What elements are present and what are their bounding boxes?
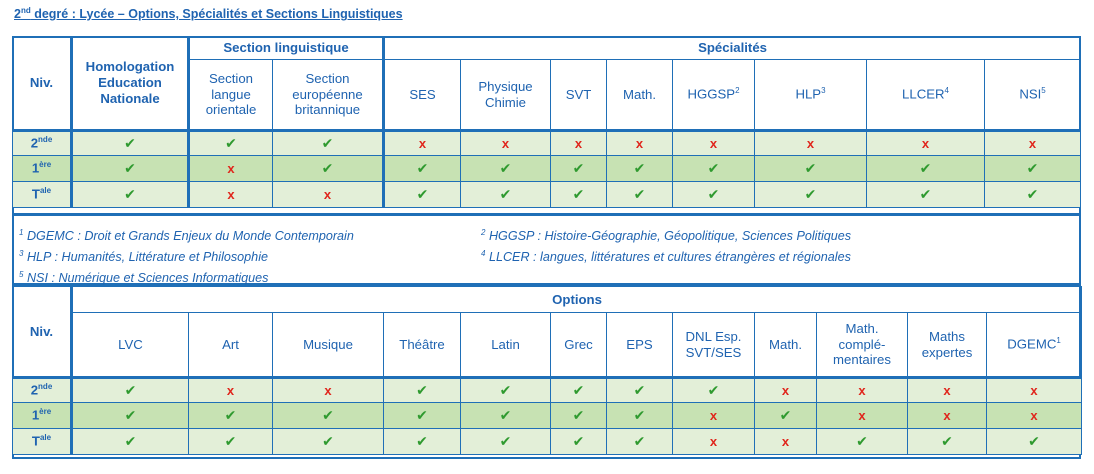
check-icon-cell [384,429,461,455]
cross-icon: x [943,382,951,398]
check-icon: ✔ [322,407,334,424]
check-icon: ✔ [499,407,512,424]
column-header: Math. [755,313,817,378]
cross-icon-cell [755,429,817,455]
check-icon: ✔ [804,186,817,203]
cross-icon: x [921,135,930,151]
column-header: Grec [551,313,607,378]
check-icon-cell [755,182,867,208]
cross-icon-cell [673,131,755,156]
cross-icon: x [227,186,235,202]
check-icon-cell [987,429,1082,455]
cross-icon-cell [755,131,867,156]
cross-icon: x [226,382,235,398]
column-header: Maths expertes [908,313,987,378]
footnotes [12,213,1081,286]
check-icon: ✔ [572,433,585,450]
check-icon-cell [607,156,673,182]
column-header: Math. [607,60,673,131]
check-icon-cell [551,378,607,403]
cross-icon: x [418,135,427,151]
column-header: LVC [72,313,189,378]
check-icon-cell [72,378,189,403]
check-icon: ✔ [572,407,585,424]
check-icon-cell [72,182,189,208]
cross-icon: x [1028,135,1037,151]
options-table [12,286,1082,455]
footnote: $^1$ DGEMC : Droit et Grands Enjeux du Monde Contemporain [19,228,354,244]
check-icon-cell [189,403,273,429]
check-icon: ✔ [1026,186,1039,203]
cross-icon-cell [908,403,987,429]
cross-icon-cell [189,182,273,208]
check-icon-cell [273,131,384,156]
cross-icon: x [227,160,235,176]
check-icon-cell [673,182,755,208]
table-row [13,156,1081,182]
level-label: 1ère [13,156,72,182]
column-header: DGEMC$^1$ [987,313,1082,378]
check-icon-cell [985,182,1081,208]
check-icon: ✔ [633,433,646,450]
check-icon: ✔ [416,186,429,203]
check-icon-cell [607,378,673,403]
cross-icon: x [501,135,510,151]
check-icon: ✔ [1028,433,1040,450]
check-icon-cell [273,403,384,429]
cross-icon-cell [384,131,461,156]
check-icon: ✔ [804,160,817,177]
column-header: SES [384,60,461,131]
table-row [13,378,1082,403]
homologation-header: Homologation Education Nationale [72,37,189,131]
cross-icon: x [635,135,644,151]
cross-icon: x [709,433,718,449]
footnote: $^2$ HGGSP : Histoire-Géographie, Géopolitique, Sciences Politiques [481,228,852,244]
level-label: 1ère [13,403,72,429]
level-label: 2nde [13,378,72,403]
column-header: DNL Esp. SVT/SES [673,313,755,378]
check-icon-cell [189,429,273,455]
page-title: 2nd degré : Lycée – Options, Spécialités et Sections Linguistiques [14,6,403,22]
check-icon-cell [607,182,673,208]
check-icon-cell [607,429,673,455]
cross-icon-cell [985,131,1081,156]
check-icon-cell [551,156,607,182]
check-icon: ✔ [633,382,646,399]
specialites-table [12,36,1081,208]
check-icon-cell [384,378,461,403]
cross-icon: x [781,382,790,398]
footnote: $^4$ LLCER : langues, littératures et cultures étrangères et régionales [481,249,851,265]
check-icon: ✔ [572,186,585,203]
check-icon: ✔ [572,160,585,177]
cross-icon-cell [607,131,673,156]
column-header: Musique [273,313,384,378]
cross-icon-cell [273,182,384,208]
column-header: Théâtre [384,313,461,378]
column-header: Physique Chimie [461,60,551,131]
check-icon: ✔ [1026,160,1039,177]
check-icon: ✔ [124,135,136,152]
column-header: LLCER$^4$ [867,60,985,131]
cross-icon-cell [461,131,551,156]
column-header: SVT [551,60,607,131]
column-header: NSI$^5$ [985,60,1081,131]
check-icon: ✔ [707,160,720,177]
niv-header: Niv. [13,287,72,378]
cross-icon: x [806,135,815,151]
check-icon-cell [755,156,867,182]
check-icon-cell [273,156,384,182]
check-icon-cell [673,378,755,403]
check-icon: ✔ [124,407,137,424]
cross-icon-cell [189,378,273,403]
column-header: EPS [607,313,673,378]
cross-icon: x [709,135,718,151]
check-icon: ✔ [499,160,512,177]
check-icon-cell [384,182,461,208]
column-header: Section langue orientale [189,60,273,131]
check-icon-cell [72,131,189,156]
check-icon: ✔ [321,160,334,177]
cross-icon-cell [817,403,908,429]
check-icon: ✔ [919,160,932,177]
level-label: $T^{ale}$ [13,429,72,455]
niv-header: Niv. [13,37,72,131]
check-icon: ✔ [224,407,237,424]
cross-icon-cell [673,429,755,455]
check-icon: ✔ [321,135,334,152]
check-icon-cell [817,429,908,455]
cross-icon: x [858,407,866,423]
column-header: HGGSP$^2$ [673,60,755,131]
cross-icon-cell [551,131,607,156]
check-icon: ✔ [124,433,137,450]
cross-icon: x [858,382,866,398]
check-icon: ✔ [919,186,932,203]
column-header: Latin [461,313,551,378]
cross-icon-cell [908,378,987,403]
table-row [13,131,1081,156]
section-linguistique-header: Section linguistique [189,37,384,60]
cross-icon: x [323,186,332,202]
check-icon: ✔ [124,382,137,399]
table-row [13,182,1081,208]
cross-icon-cell [189,156,273,182]
check-icon-cell [867,182,985,208]
check-icon-cell [72,429,189,455]
check-icon-cell [384,403,461,429]
check-icon-cell [461,429,551,455]
column-header: Art [189,313,273,378]
cross-icon: x [943,407,951,423]
table-row [13,403,1082,429]
check-icon: ✔ [416,160,429,177]
column-header: Section européenne britannique [273,60,384,131]
cross-icon-cell [273,378,384,403]
cross-icon: x [781,433,790,449]
check-icon: ✔ [633,407,646,424]
check-icon-cell [273,429,384,455]
check-icon-cell [985,156,1081,182]
column-header: Math. complé- mentaires [817,313,908,378]
cross-icon-cell [673,403,755,429]
check-icon: ✔ [322,433,334,450]
check-icon: ✔ [707,186,720,203]
cross-icon: x [1030,407,1038,423]
check-icon-cell [461,182,551,208]
cross-icon: x [324,382,332,398]
cross-icon-cell [817,378,908,403]
options-header: Options [72,287,1082,313]
check-icon: ✔ [124,160,136,177]
level-label: 2nde [13,131,72,156]
check-icon: ✔ [416,433,428,450]
check-icon: ✔ [225,135,237,152]
check-icon-cell [461,156,551,182]
check-icon-cell [461,378,551,403]
check-icon: ✔ [499,382,512,399]
check-icon-cell [867,156,985,182]
specialites-header: Spécialités [384,37,1081,60]
check-icon-cell [755,403,817,429]
check-icon-cell [72,403,189,429]
cross-icon-cell [755,378,817,403]
check-icon-cell [551,182,607,208]
check-icon-cell [551,429,607,455]
cross-icon: x [709,407,718,423]
check-icon-cell [72,156,189,182]
cross-icon-cell [987,378,1082,403]
cross-icon: x [1030,382,1038,398]
check-icon: ✔ [707,382,720,399]
check-icon-cell [461,403,551,429]
check-icon: ✔ [633,186,646,203]
table-row [13,429,1082,455]
check-icon-cell [551,403,607,429]
check-icon: ✔ [416,382,428,399]
check-icon: ✔ [941,433,953,450]
cross-icon: x [574,135,583,151]
check-icon: ✔ [633,160,646,177]
check-icon-cell [384,156,461,182]
check-icon: ✔ [499,186,512,203]
check-icon: ✔ [224,433,237,450]
check-icon-cell [189,131,273,156]
check-icon-cell [908,429,987,455]
check-icon: ✔ [572,382,585,399]
footnote: $^3$ HLP : Humanités, Littérature et Philosophie [19,249,268,265]
check-icon: ✔ [416,407,428,424]
check-icon: ✔ [856,433,868,450]
cross-icon-cell [987,403,1082,429]
check-icon-cell [673,156,755,182]
cross-icon-cell [867,131,985,156]
check-icon: ✔ [779,407,792,424]
column-header: HLP$^3$ [755,60,867,131]
check-icon-cell [607,403,673,429]
check-icon: ✔ [124,186,136,203]
level-label: $T^{ale}$ [13,182,72,208]
check-icon: ✔ [499,433,512,450]
footnote: $^5$ NSI : Numérique et Sciences Informatiques [19,270,269,286]
